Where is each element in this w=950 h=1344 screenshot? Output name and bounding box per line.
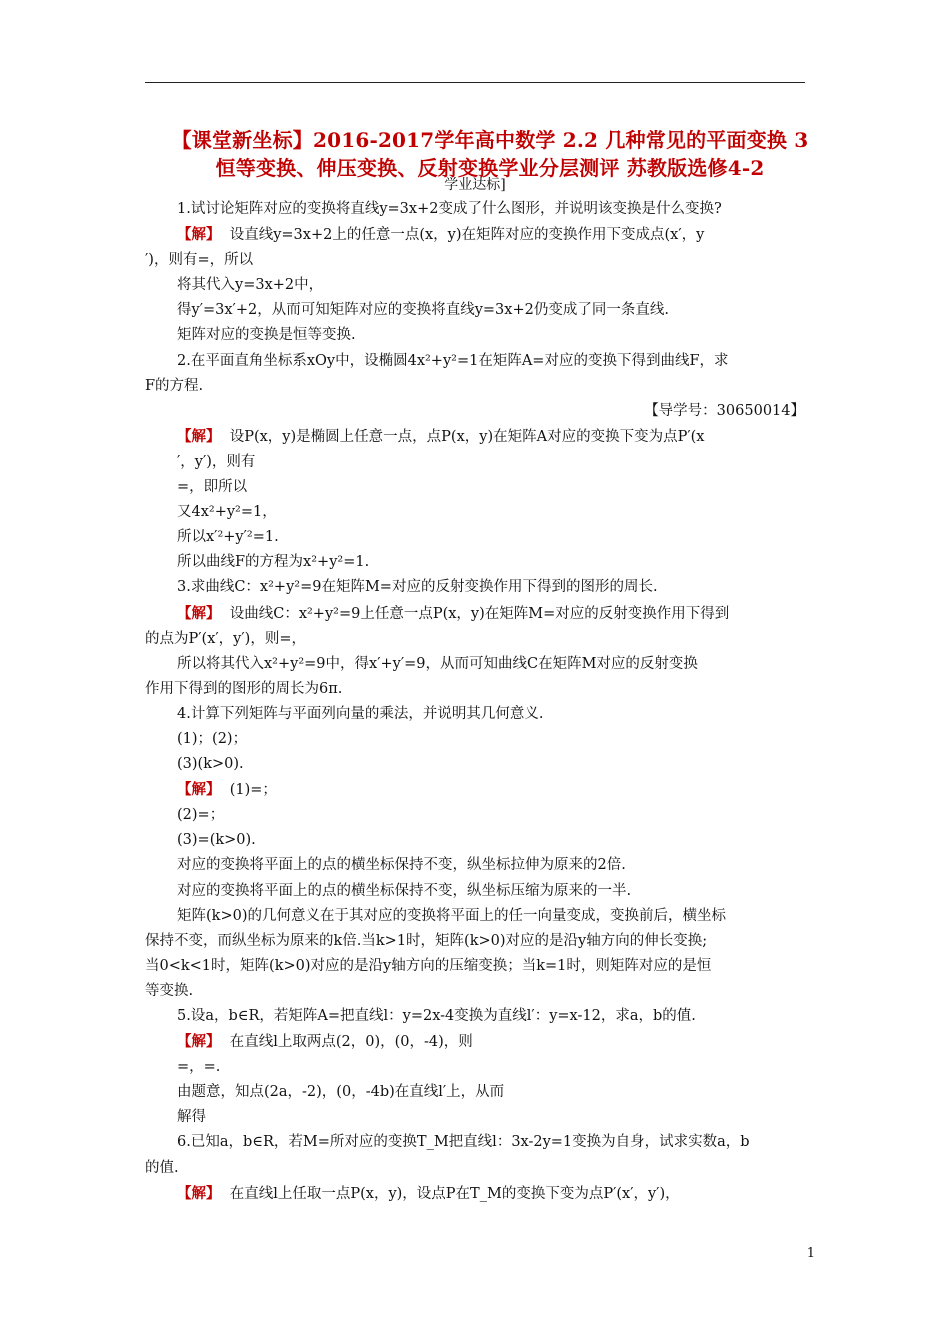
answer-line: 作用下得到的图形的周长为6π.: [145, 680, 343, 697]
answer-tag: 【解】: [177, 1184, 221, 1202]
question-line: F的方程.: [145, 377, 204, 394]
answer-line: 对应的变换将平面上的点的横坐标保持不变，纵坐标拉伸为原来的2倍.: [177, 857, 626, 874]
title-line: 【课堂新坐标】2016-2017学年高中数学 2.2 几种常见的平面变换 3: [171, 128, 809, 152]
answer-line: 【解】 (1)=；: [177, 781, 277, 799]
answer-line: 的点为P′(x′，y′)，则=，: [145, 630, 306, 647]
answer-line: 矩阵对应的变换是恒等变换.: [177, 327, 356, 344]
section-label: 学业达标]: [444, 177, 506, 193]
question-line: (1)；(2)；: [177, 730, 248, 747]
document-title: [145, 126, 835, 182]
question-4: 4.计算下列矩阵与平面列向量的乘法，并说明其几何意义.: [177, 705, 544, 722]
answer-line: 当0<k<1时，矩阵(k>0)对应的是沿y轴方向的压缩变换；当k=1时，则矩阵对应的是恒: [145, 957, 712, 974]
question-5: 5.设a，b∈R，若矩阵A=把直线l：y=2x-4变换为直线l′：y=x-12，求a，b的值.: [177, 1008, 696, 1024]
answer-line: 所以将其代入x²+y²=9中，得x′+y′=9，从而可知曲线C在矩阵M对应的反射变换: [177, 655, 698, 672]
answer-tag: 【解】: [177, 604, 221, 622]
question-2: 2.在平面直角坐标系xOy中，设椭圆4x²+y²=1在矩阵A=对应的变换下得到曲线F，求: [177, 352, 729, 369]
answer-line: 将其代入y=3x+2中，: [177, 277, 324, 294]
document-body: [145, 197, 815, 1207]
answer-line: 矩阵(k>0)的几何意义在于其对应的变换将平面上的任一向量变成，变换前后，横坐标: [177, 907, 726, 924]
answer-line: 所以曲线F的方程为x²+y²=1.: [177, 554, 370, 571]
answer-line: ′)，则有=，所以: [145, 252, 254, 269]
answer-line: 等变换.: [145, 982, 194, 999]
answer-line: 保持不变，而纵坐标为原来的k倍.当k>1时，矩阵(k>0)对应的是沿y轴方向的伸长变换;: [145, 932, 708, 949]
answer-line: (3)=(k>0).: [177, 832, 256, 849]
answer-line: =，即所以: [177, 479, 248, 496]
question-line: (3)(k>0).: [177, 756, 244, 773]
answer-line: ′，y′)，则有: [177, 453, 256, 470]
answer-line: 解得: [177, 1109, 206, 1126]
answer-tag: 【解】: [177, 781, 221, 799]
question-3: 3.求曲线C：x²+y²=9在矩阵M=对应的反射变换作用下得到的图形的周长.: [177, 579, 658, 596]
guide-number: 【导学号：30650014】: [644, 402, 805, 419]
answer-tag: 【解】: [177, 226, 221, 244]
answer-line: 对应的变换将平面上的点的横坐标保持不变，纵坐标压缩为原来的一半.: [177, 882, 632, 899]
top-rule: [145, 82, 805, 83]
page-number: 1: [806, 1246, 815, 1261]
question-6: 6.已知a，b∈R，若M=所对应的变换T_M把直线l：3x-2y=1变换为自身，试求实数a，b: [177, 1134, 750, 1151]
answer-line: (2)=；: [177, 807, 225, 824]
answer-line: 【解】 在直线l上任取一点P(x，y)，设点P在T_M的变换下变为点P′(x′，y′)，: [177, 1184, 680, 1202]
answer-line: 【解】 设曲线C：x²+y²=9上任意一点P(x，y)在矩阵M=对应的反射变换作用下得到: [177, 604, 730, 622]
question-1: 1.试讨论矩阵对应的变换将直线y=3x+2变成了什么图形，并说明该变换是什么变换?: [177, 201, 722, 217]
answer-line: =，=.: [177, 1059, 221, 1076]
answer-line: 得y′=3x′+2，从而可知矩阵对应的变换将直线y=3x+2仍变成了同一条直线.: [177, 302, 669, 319]
answer-line: 【解】 在直线l上取两点(2，0)，(0，-4)，则: [177, 1033, 473, 1051]
answer-line: 【解】 设直线y=3x+2上的任意一点(x，y)在矩阵对应的变换作用下变成点(x′，y: [177, 226, 705, 244]
answer-tag: 【解】: [177, 427, 221, 445]
answer-line: 所以x′²+y′²=1.: [177, 529, 279, 546]
answer-line: 由题意，知点(2a，-2)，(0，-4b)在直线l′上，从而: [177, 1084, 505, 1101]
question-line: 的值.: [145, 1159, 179, 1176]
title-line: 恒等变换、伸压变换、反射变换学业分层测评 苏教版选修4-2: [215, 156, 765, 180]
answer-line: 【解】 设P(x，y)是椭圆上任意一点，点P(x，y)在矩阵A对应的变换下变为点P′(x: [177, 427, 705, 445]
answer-line: 又4x²+y²=1，: [177, 504, 277, 521]
answer-tag: 【解】: [177, 1033, 221, 1051]
